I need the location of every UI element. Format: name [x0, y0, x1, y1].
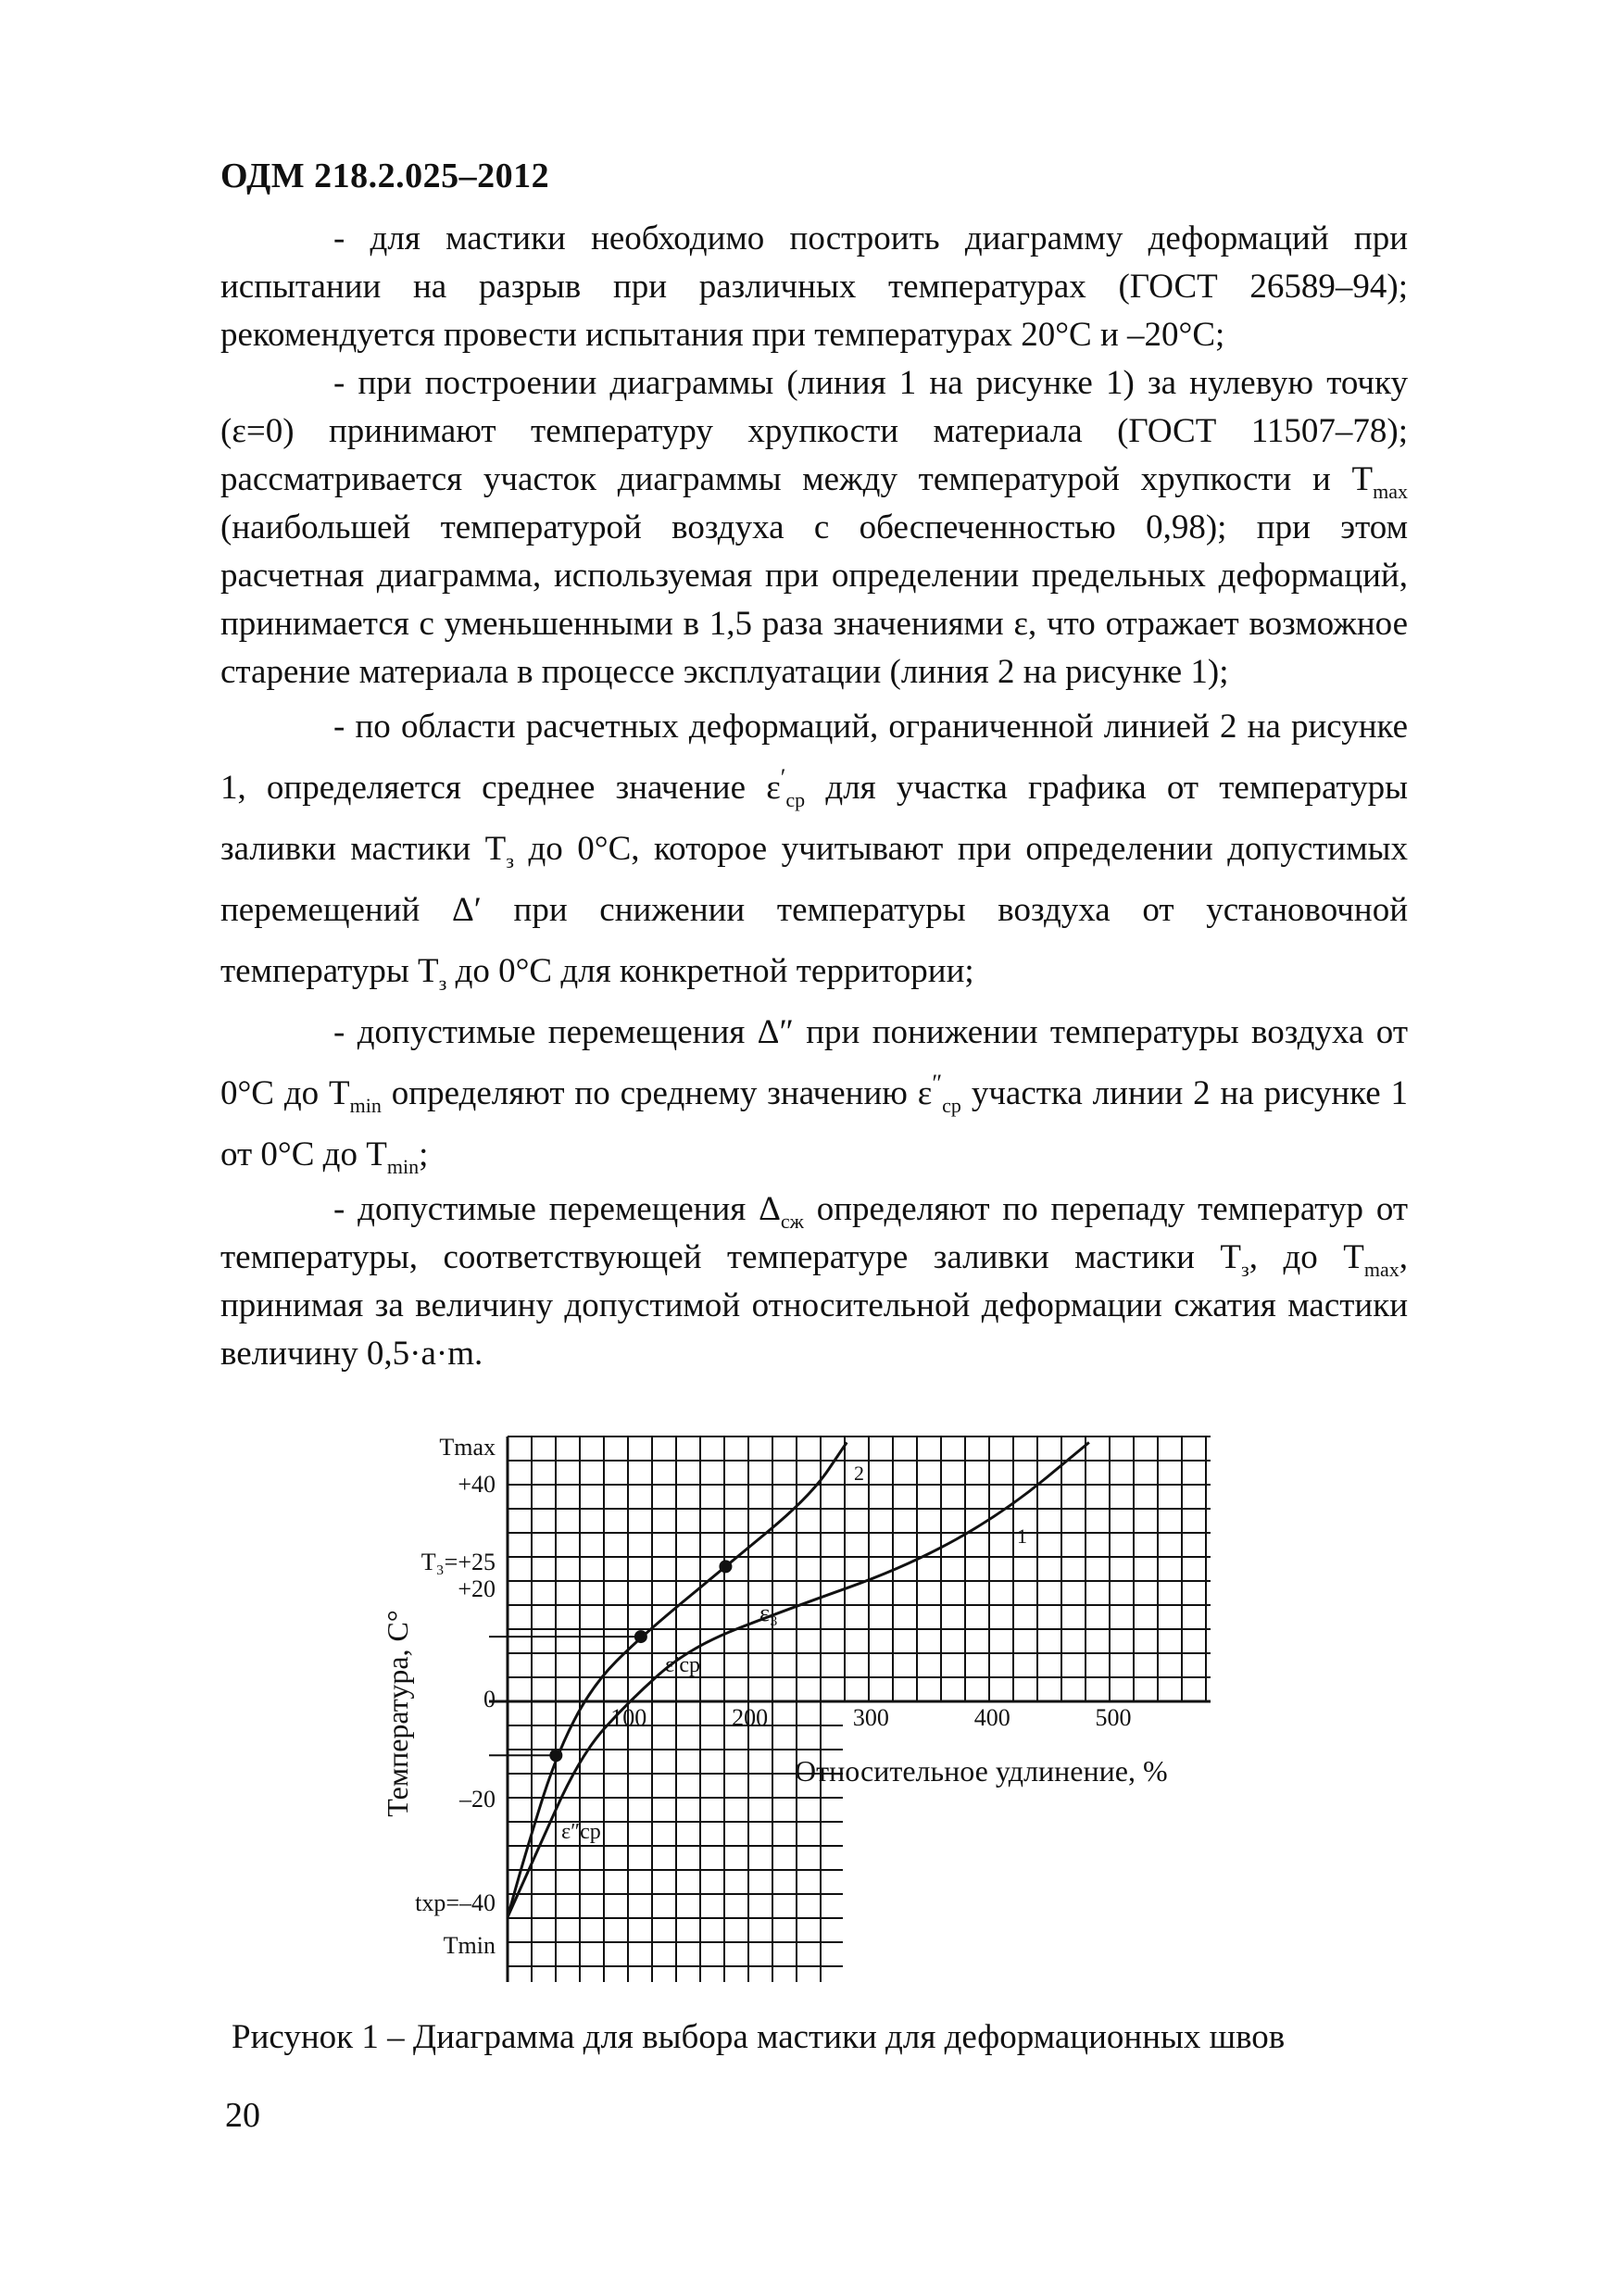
marked-point: [719, 1560, 732, 1573]
paragraph-2: - при построении диаграммы (линия 1 на рисунке 1) за нулевую точку (ε=0) принимают температуру хрупкости материала (ГОСТ 11507–78); рассматривается участок диаграммы между температурой хрупкости и $Т_{max}$ (наибольшей температурой воздуха с обеспеченностью 0,98); при этом расчетная диаграмма, используемая при определении предельных деформаций, принимается с уменьшенными в 1,5 раза значениями ε, что отражает возможное старение материала в процессе эксплуатации (линия 2 на рисунке 1);: [220, 364, 1408, 691]
chart-points: [549, 1560, 732, 1762]
eps-z-label: ε₃: [759, 1600, 778, 1626]
body-text: [220, 215, 1408, 1378]
page-number: 20: [225, 2096, 260, 2135]
y-label-minus20: –20: [459, 1786, 496, 1813]
paragraph-1: - для мастики необходимо построить диаграмму деформаций при испытании на разрыв при различных температурах (ГОСТ 26589–94); рекомендуется провести испытания при температурах 20°С и –20°С;: [220, 220, 1408, 354]
y-label-txr: tхр=–40: [415, 1889, 496, 1916]
paragraph-5: - допустимые перемещения $\Delta_{сж}$ определяют по перепаду температур от температуры, соответствующей температуре заливки мастики $Т_з$, до $Т_{max}$, принимая за величину допустимой относительной деформации сжатия мастики величину 0,5·a·m.: [220, 1190, 1409, 1373]
y-axis-title: Температура, С°: [381, 1610, 414, 1817]
x-tick-label: 100: [610, 1704, 647, 1731]
x-axis-title: Относительное удлинение, %: [795, 1754, 1168, 1788]
y-label-plus40: +40: [458, 1471, 496, 1498]
deformation-chart: [352, 1422, 1278, 1996]
x-tick-label: 300: [852, 1704, 889, 1731]
paragraph-3: - по области расчетных деформаций, ограниченной линией 2 на рисунке 1, определяется среднее значение $\varepsilon'_{ср}$ для участка графика от температуры заливки мастики $Т_з$ до 0°С, которое учитывают при определении допустимых перемещений Δ′ при снижении температуры воздуха от установочной температуры $Т_з$ до 0°С для конкретной территории;: [220, 708, 1409, 995]
y-label-tmin: Tmin: [443, 1932, 496, 1959]
document-header: ОДМ 218.2.025–2012: [220, 157, 550, 195]
y-label-plus20: +20: [458, 1575, 496, 1602]
y-label-zero: 0: [483, 1686, 496, 1713]
y-label-tz: T₃=+25: [420, 1549, 496, 1575]
x-tick-label: 200: [732, 1704, 769, 1731]
curve-label-1: 1: [1017, 1524, 1027, 1548]
figure-caption: Рисунок 1 – Диаграмма для выбора мастики для деформационных швов: [232, 2018, 1286, 2056]
x-tick-label: 500: [1095, 1704, 1132, 1731]
eps-cp2-label: ε″ср: [561, 1820, 601, 1844]
paragraph-4: - допустимые перемещения Δ″ при понижении температуры воздуха от 0°С до $Т_{min}$ определяют по среднему значению $\varepsilon''_{ср}$ участка линии 2 на рисунке 1 от 0°С до $Т_{min}$;: [220, 1013, 1409, 1178]
curve-label-2: 2: [854, 1462, 864, 1485]
x-tick-label: 400: [973, 1704, 1010, 1731]
marked-point: [549, 1749, 562, 1762]
y-label-tmax: Tmax: [439, 1434, 496, 1461]
marked-point: [634, 1630, 647, 1643]
eps-cp1-label: ε′ср: [665, 1653, 700, 1677]
x-tick-labels: [610, 1704, 1131, 1731]
figure-diagram: [352, 1422, 1278, 1996]
